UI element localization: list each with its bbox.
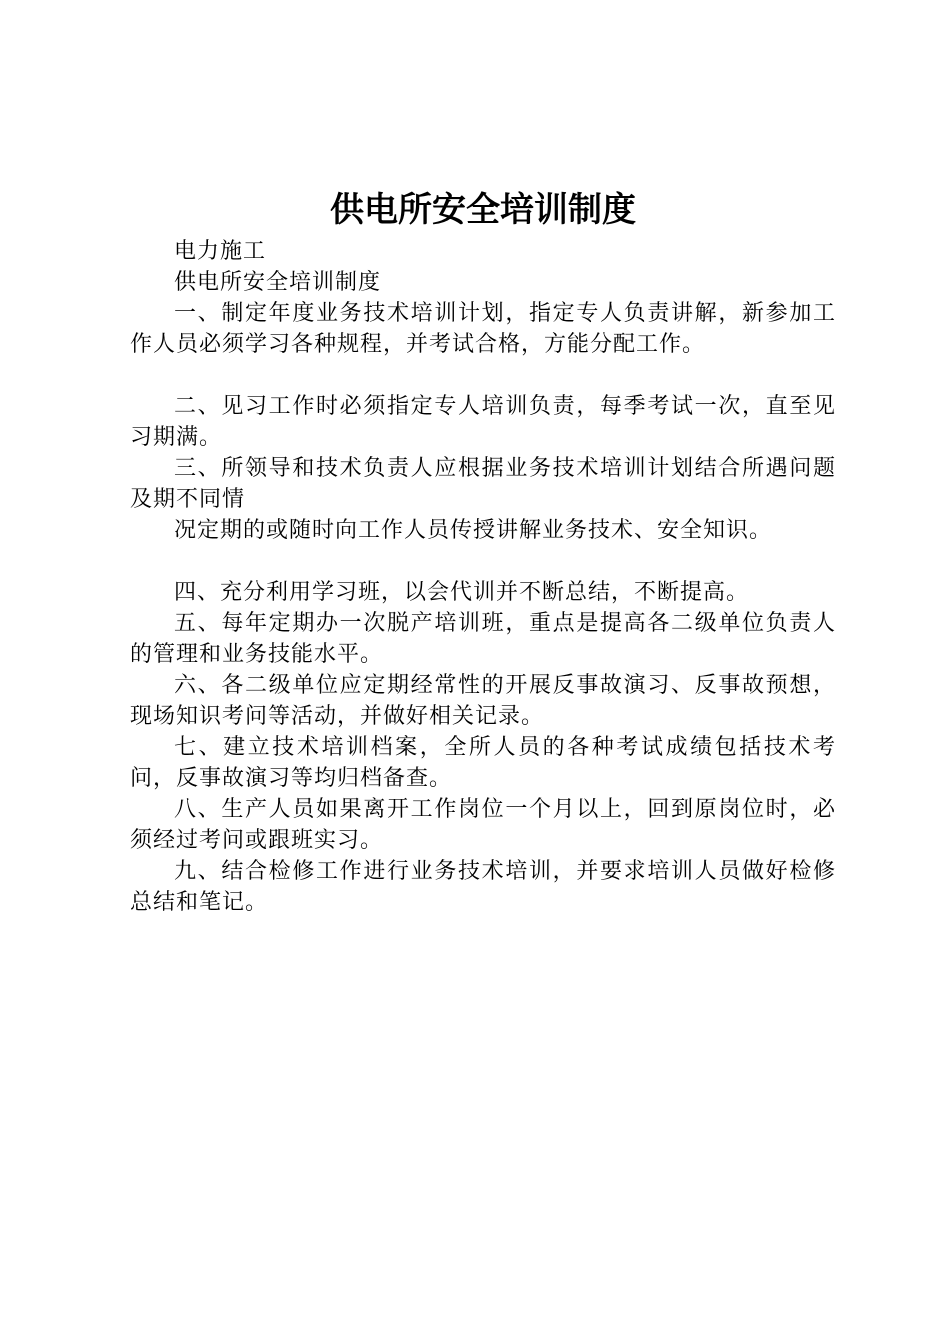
paragraph-category: 电力施工 [174,239,267,264]
paragraph-item-4: 四、充分利用学习班，以会代训并不断总结，不断提高。 [174,580,750,605]
paragraph-item-5: 五、每年定期办一次脱产培训班，重点是提高各二级单位负责人的管理和业务技能水平。 [130,611,836,667]
paragraph-item-3: 三、所领导和技术负责人应根据业务技术培训计划结合所遇问题及期不同情 [130,456,836,512]
paragraph-subtitle: 供电所安全培训制度 [174,270,382,295]
document-body [130,236,836,918]
document-title: 供电所安全培训制度 [330,190,636,230]
paragraph-item-8: 八、生产人员如果离开工作岗位一个月以上，回到原岗位时，必须经过考问或跟班实习。 [130,797,836,853]
paragraph-item-1: 一、制定年度业务技术培训计划，指定专人负责讲解，新参加工作人员必须学习各种规程，并考试合格，方能分配工作。 [130,301,836,357]
paragraph-item-3-continued: 况定期的或随时向工作人员传授讲解业务技术、安全知识。 [174,518,773,543]
paragraph-item-9: 九、结合检修工作进行业务技术培训，并要求培训人员做好检修总结和笔记。 [130,859,836,915]
paragraph-item-7: 七、建立技术培训档案，全所人员的各种考试成绩包括技术考问，反事故演习等均归档备查。 [130,735,836,791]
paragraph-item-2: 二、见习工作时必须指定专人培训负责，每季考试一次，直至见习期满。 [130,394,836,450]
paragraph-item-6: 六、各二级单位应定期经常性的开展反事故演习、反事故预想，现场知识考问等活动，并做好相关记录。 [130,673,836,729]
